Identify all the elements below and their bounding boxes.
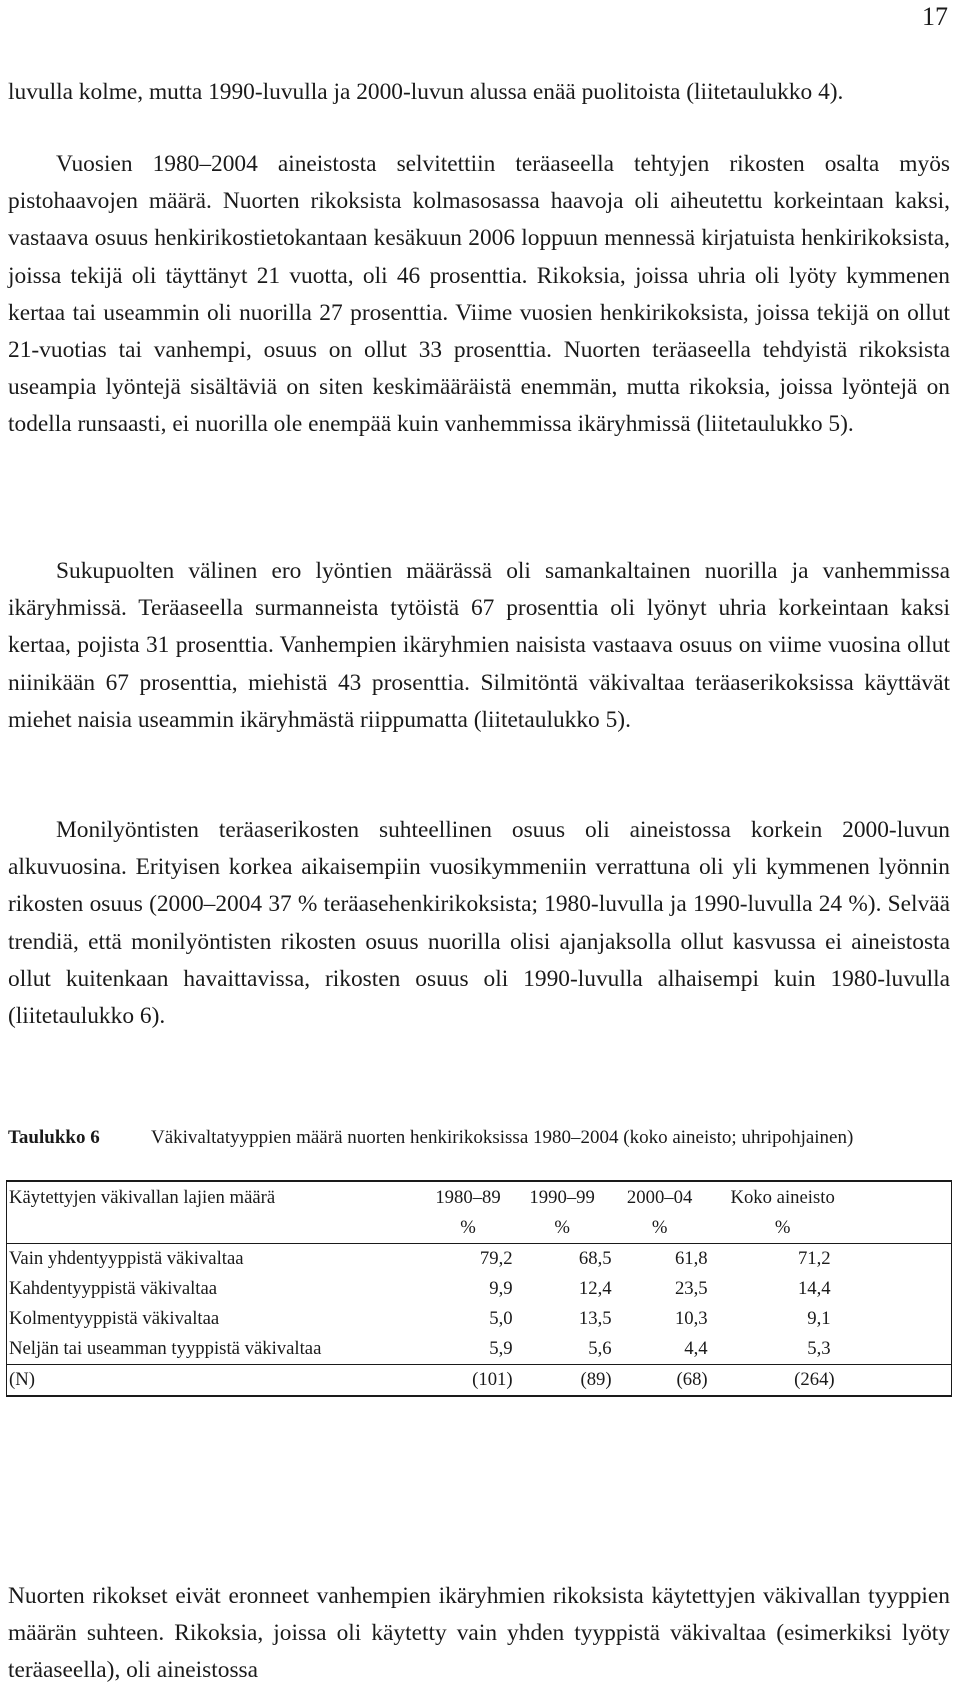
table-cell: 23,5 [674, 1278, 708, 1299]
table-cell-text: 5,3 [807, 1338, 831, 1359]
page-number: 17 [922, 2, 948, 31]
table-total-cell [708, 1365, 952, 1397]
data-table [6, 1180, 952, 1397]
table-row-label: Neljän tai useamman tyyppistä väkivaltaa [9, 1338, 322, 1359]
table-total-cell-text: (264) [794, 1369, 835, 1390]
table-cell: 10,3 [674, 1308, 708, 1329]
table-unit-2: % [554, 1217, 570, 1238]
paragraph-5: Nuorten rikokset eivät eronneet vanhempien ikäryhmien rikoksista käytettyjen väkivallan tyyppien määrän suhteen. Rikoksia, joissa oli käytetty vain yhden tyyppistä väkivaltaa (esimerkiksi lyöty teräaseella), oli aineistossa [8, 1583, 950, 1684]
table-cell: 13,5 [578, 1308, 612, 1329]
table-header-col-4 [708, 1181, 952, 1213]
table-cell: 4,4 [684, 1338, 708, 1359]
table-cell: 68,5 [578, 1248, 612, 1269]
table-label: Taulukko 6 [8, 1127, 100, 1148]
table-header-col-1: 1980–89 [435, 1187, 501, 1208]
table-total-cell: (89) [580, 1369, 612, 1390]
paragraph-3: Sukupuolten välinen ero lyöntien määrässä oli samankaltainen nuorilla ja vanhemmissa ikäryhmissä. Teräaseella surmanneista tytöistä 67 prosenttia oli lyönyt uhria korkeintaan kaksi kertaa, pojista 31 prosenttia. Vanhempien ikäryhmien naisista vastaava osuus on viime vuosina ollut niinikään 67 prosenttia, miehistä 43 prosenttia. Silmitöntä väkivaltaa teräaserikoksissa käyttävät miehet naisia useammin ikäryhmästä riippumatta (liitetaulukko 5). [8, 558, 950, 733]
table-caption-text: Väkivaltatyyppien määrä nuorten henkirikoksissa 1980–2004 (koko aineisto; uhripohjainen) [151, 1127, 854, 1148]
table-row [7, 1304, 952, 1334]
table-unit-empty [7, 1213, 424, 1244]
table-header-col-3: 2000–04 [626, 1187, 693, 1208]
table-header-row [7, 1181, 952, 1213]
table-cell: 61,8 [674, 1248, 708, 1269]
table-header-col-4-text: Koko aineisto [730, 1187, 835, 1208]
table-total-cell: (68) [676, 1369, 708, 1390]
table-cell-text: 71,2 [797, 1248, 831, 1269]
table-cell [708, 1244, 952, 1275]
paragraph-2: Vuosien 1980–2004 aineistosta selvitettiin teräaseella tehtyjen rikosten osalta myös pistohaavojen määrä. Nuorten rikoksista kolmasosassa haavoja oli aiheutettu korkeintaan kaksi, vastaava osuus henkirikostietokantaan kesäkuun 2006 loppuun mennessä kirjatuista henkirikoksista, joissa tekijä oli täyttänyt 21 vuotta, oli 46 prosenttia. Rikoksia, joissa uhria oli lyöty kymmenen kertaa tai useammin oli nuorilla 27 prosenttia. Viime vuosien henkirikoksista, joissa tekijä on ollut 21-vuotias tai vanhempi, osuus on ollut 33 prosenttia. Nuorten teräaseella tehdyistä rikoksista useampia lyöntejä sisältäviä on siten keskimääräistä enemmän, mutta rikoksia, joissa lyöntejä on todella runsaasti, ei nuorilla ole enempää kuin vanhemmissa ikäryhmissä (liitetaulukko 5). [8, 151, 950, 438]
table-cell: 5,9 [489, 1338, 513, 1359]
table-cell: 79,2 [479, 1248, 513, 1269]
table-row [7, 1274, 952, 1304]
table-cell: 9,9 [489, 1278, 513, 1299]
table-total-cell: (101) [472, 1369, 513, 1390]
table-unit-3: % [651, 1217, 668, 1238]
table-cell-text: 9,1 [807, 1308, 831, 1329]
table-cell: 12,4 [578, 1278, 612, 1299]
table-row-label: Kolmentyyppistä väkivaltaa [9, 1308, 220, 1329]
table-total-row [7, 1365, 952, 1397]
table-row-label: Vain yhdentyyppistä väkivaltaa [9, 1248, 244, 1269]
table-row-label: Kahdentyyppistä väkivaltaa [9, 1278, 218, 1299]
table-unit-4 [708, 1213, 952, 1244]
paragraph-4: Monilyöntisten teräaserikosten suhteellinen osuus oli aineistossa korkein 2000-luvun alkuvuosina. Erityisen korkea aikaisempiin vuosikymmeniin verrattuna oli yli kymmenen lyönnin rikosten osuus (2000–2004 37 % teräasehenkirikoksista; 1980-luvulla ja 1990-luvulla 24 %). Selvää trendiä, että monilyöntisten rikosten osuus nuorilla olisi ajanjaksolla ollut kasvussa ei aineistosta ollut kuitenkaan havaittavissa, rikosten osuus oli 1990-luvulla alhaisempi kuin 1980-luvulla (liitetaulukko 6). [8, 817, 950, 1030]
table-header-col-2: 1990–99 [529, 1187, 595, 1208]
table-row [7, 1334, 952, 1365]
table-cell [708, 1334, 952, 1365]
table-row [7, 1244, 952, 1275]
table-total-label: (N) [9, 1369, 35, 1390]
table-unit-4-text: % [774, 1217, 791, 1238]
table-cell: 5,6 [588, 1338, 612, 1359]
table-cell [708, 1304, 952, 1334]
table-cell: 5,0 [489, 1308, 513, 1329]
table-cell-text: 14,4 [797, 1278, 831, 1299]
table-unit-row [7, 1213, 952, 1244]
paragraph-1: luvulla kolme, mutta 1990-luvulla ja 2000-luvun alussa enää puolitoista (liitetaulukko 4). [8, 79, 844, 105]
table-header-row-label: Käytettyjen väkivallan lajien määrä [9, 1187, 276, 1208]
table-unit-1: % [460, 1217, 476, 1238]
table-cell [708, 1274, 952, 1304]
